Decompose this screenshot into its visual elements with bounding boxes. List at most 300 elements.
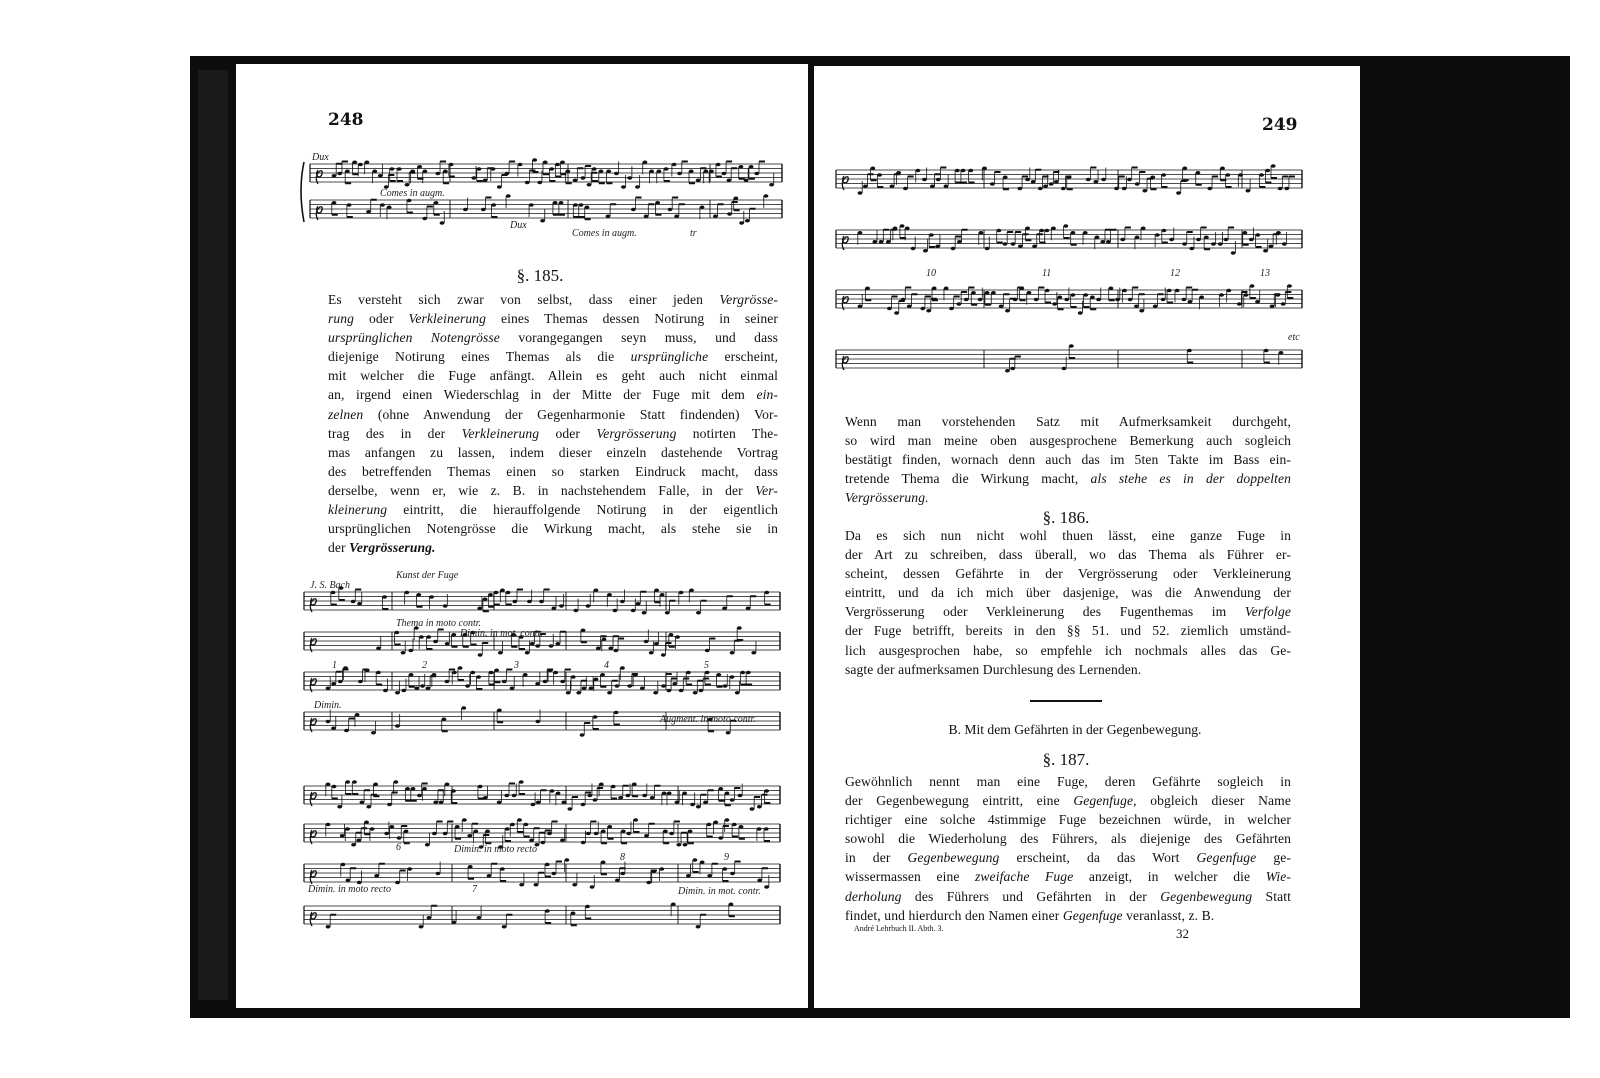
note-head bbox=[703, 800, 708, 804]
bold-italic-term: Vergrösserung. bbox=[349, 540, 436, 556]
note-head bbox=[1049, 182, 1054, 186]
score-label: 6 bbox=[396, 842, 401, 853]
note-head bbox=[732, 823, 737, 827]
note-head bbox=[707, 874, 712, 878]
note-head bbox=[326, 823, 331, 827]
note-head bbox=[621, 829, 626, 833]
italic-term: Gegenbewegung bbox=[907, 850, 1000, 866]
note-head bbox=[749, 165, 754, 169]
music-score-bottom-left bbox=[304, 766, 786, 936]
note-head bbox=[579, 203, 584, 207]
note-head bbox=[560, 160, 565, 164]
note-head bbox=[341, 863, 346, 867]
text-line: eintritt, und da ich mich über dasjenige, was die Anwendung der bbox=[845, 585, 1291, 601]
note-head bbox=[332, 201, 337, 205]
note-head bbox=[699, 689, 704, 693]
text-line: Es versteht sich zwar von selbst, dass einer jeden Vergrösse- bbox=[328, 292, 778, 307]
note-head bbox=[662, 791, 667, 795]
note-head bbox=[351, 600, 356, 604]
note-head bbox=[667, 791, 672, 795]
note-head bbox=[1038, 187, 1043, 191]
note-head bbox=[705, 671, 710, 675]
note-head bbox=[425, 686, 430, 690]
note-head bbox=[1263, 249, 1268, 253]
note-head bbox=[426, 635, 431, 639]
note-head bbox=[427, 916, 432, 920]
note-head bbox=[944, 184, 949, 188]
note-head bbox=[1226, 289, 1231, 293]
signature-mark: 32 bbox=[1176, 926, 1189, 941]
note-head bbox=[411, 787, 416, 791]
note-head bbox=[1275, 293, 1280, 297]
note-head bbox=[1244, 293, 1249, 297]
note-head bbox=[432, 673, 437, 677]
score-label: Augment. in moto contr. bbox=[660, 714, 756, 725]
note-head bbox=[567, 807, 572, 811]
italic-term: Vergrösserung. bbox=[845, 490, 929, 506]
note-head bbox=[590, 885, 595, 889]
note-head bbox=[358, 680, 363, 684]
note-head bbox=[1034, 298, 1039, 302]
note-head bbox=[700, 205, 705, 209]
note-head bbox=[387, 205, 392, 209]
note-head bbox=[923, 249, 928, 253]
note-head bbox=[863, 184, 868, 188]
note-head bbox=[414, 686, 419, 690]
note-head bbox=[746, 606, 751, 610]
text-line: so wird man meine oben ausgesprochene Bemerkung auch sogleich bbox=[845, 433, 1291, 449]
note-head bbox=[523, 823, 528, 827]
note-head bbox=[517, 818, 522, 822]
note-head bbox=[326, 782, 331, 786]
note-head bbox=[587, 794, 592, 798]
note-head bbox=[872, 240, 877, 244]
note-head bbox=[971, 291, 976, 295]
note-head bbox=[416, 593, 421, 597]
note-head bbox=[627, 684, 632, 688]
note-head bbox=[1064, 298, 1069, 302]
note-head bbox=[332, 174, 337, 178]
note-head bbox=[620, 600, 625, 604]
note-head bbox=[452, 671, 457, 675]
note-head bbox=[916, 169, 921, 173]
note-head bbox=[545, 909, 550, 913]
note-head bbox=[594, 677, 599, 681]
note-head bbox=[1027, 291, 1032, 295]
note-head bbox=[1167, 289, 1172, 293]
note-head bbox=[491, 167, 496, 171]
note-head bbox=[393, 780, 398, 784]
note-head bbox=[463, 208, 468, 212]
note-head bbox=[1161, 298, 1166, 302]
note-head bbox=[999, 304, 1004, 308]
note-head bbox=[675, 635, 680, 639]
note-head bbox=[331, 726, 336, 730]
note-head bbox=[409, 673, 414, 677]
note-head bbox=[745, 219, 750, 223]
note-head bbox=[383, 689, 388, 693]
note-head bbox=[443, 604, 448, 608]
note-head bbox=[671, 902, 676, 906]
note-head bbox=[901, 298, 906, 302]
note-head bbox=[442, 717, 447, 721]
note-head bbox=[1127, 178, 1132, 182]
text-line: Wenn man vorstehenden Satz mit Aufmerksamkeit durchgeht, bbox=[845, 414, 1291, 429]
note-head bbox=[373, 782, 378, 786]
music-staff bbox=[836, 224, 1302, 255]
note-head bbox=[730, 798, 735, 802]
paragraph-186 bbox=[845, 526, 1291, 679]
page-number-left: 248 bbox=[328, 110, 364, 130]
score-label: Dimin. in mot. contr. bbox=[460, 628, 543, 639]
score-label: Dux bbox=[312, 152, 329, 163]
note-head bbox=[751, 651, 756, 655]
score-label: etc bbox=[1288, 332, 1300, 343]
note-head bbox=[585, 205, 590, 209]
note-head bbox=[757, 805, 762, 809]
note-head bbox=[535, 682, 540, 686]
note-head bbox=[607, 825, 612, 829]
note-head bbox=[540, 841, 545, 845]
note-head bbox=[473, 829, 478, 833]
note-head bbox=[900, 224, 905, 228]
note-head bbox=[674, 214, 679, 218]
note-head bbox=[425, 843, 430, 847]
note-head bbox=[730, 675, 735, 679]
note-head bbox=[1278, 187, 1283, 191]
note-head bbox=[343, 666, 348, 670]
note-head bbox=[549, 644, 554, 648]
note-head bbox=[654, 642, 659, 646]
note-head bbox=[436, 872, 441, 876]
note-head bbox=[401, 651, 406, 655]
note-head bbox=[534, 883, 539, 887]
note-head bbox=[936, 178, 941, 182]
note-head bbox=[672, 682, 677, 686]
note-head bbox=[1003, 175, 1008, 179]
score-label: Thema in moto contr. bbox=[396, 618, 481, 629]
note-head bbox=[979, 231, 984, 235]
note-head bbox=[1225, 173, 1230, 177]
note-head bbox=[506, 194, 511, 198]
note-head bbox=[985, 247, 990, 251]
note-head bbox=[556, 791, 561, 795]
note-head bbox=[505, 172, 510, 176]
note-head bbox=[1134, 304, 1139, 308]
note-head bbox=[1255, 233, 1260, 237]
note-head bbox=[1135, 235, 1140, 239]
italic-term: kleinerung bbox=[328, 502, 388, 518]
note-head bbox=[525, 651, 530, 655]
italic-term: Vergrösserung bbox=[596, 425, 677, 441]
score-label: Kunst der Fuge bbox=[396, 570, 459, 581]
note-head bbox=[1250, 284, 1255, 288]
note-head bbox=[636, 602, 641, 606]
note-head bbox=[726, 731, 731, 735]
note-head bbox=[1175, 289, 1180, 293]
note-head bbox=[365, 668, 370, 672]
note-head bbox=[1045, 289, 1050, 293]
note-head bbox=[644, 214, 649, 218]
note-head bbox=[580, 733, 585, 737]
note-head bbox=[666, 689, 671, 693]
music-staff bbox=[304, 780, 780, 811]
note-head bbox=[655, 201, 660, 205]
note-head bbox=[529, 838, 534, 842]
italic-term: rung bbox=[328, 311, 355, 327]
note-head bbox=[1122, 187, 1127, 191]
note-head bbox=[1108, 286, 1113, 290]
note-head bbox=[896, 171, 901, 175]
note-head bbox=[483, 597, 488, 601]
note-head bbox=[675, 800, 680, 804]
note-head bbox=[764, 827, 769, 831]
note-head bbox=[614, 172, 619, 176]
note-head bbox=[1282, 242, 1287, 246]
note-head bbox=[599, 169, 604, 173]
note-head bbox=[676, 843, 681, 847]
note-head bbox=[360, 800, 365, 804]
score-label: 7 bbox=[472, 884, 477, 895]
note-head bbox=[957, 240, 962, 244]
note-head bbox=[997, 229, 1002, 233]
note-head bbox=[1279, 351, 1284, 355]
note-head bbox=[530, 642, 535, 646]
text-line: diejenige Notirung eines Themas als die ursprüngliche erscheint, bbox=[328, 349, 778, 365]
note-head bbox=[410, 169, 415, 173]
note-head bbox=[1264, 349, 1269, 353]
text-line: richtiger eine solche 4stimmige Fuge bezeichnen würde, in welcher bbox=[845, 812, 1291, 828]
note-head bbox=[740, 671, 745, 675]
note-head bbox=[487, 874, 492, 878]
note-head bbox=[331, 682, 336, 686]
text-line: derselbe, wenn er, wie z. B. in nachstehendem Falle, in der Ver- bbox=[328, 482, 778, 498]
note-head bbox=[1067, 175, 1072, 179]
note-head bbox=[1281, 302, 1286, 306]
note-head bbox=[560, 838, 565, 842]
text-line: der Fuge betrifft, bereits in den §§ 51. und 52. ziemlich umständ- bbox=[845, 623, 1291, 639]
note-head bbox=[338, 680, 343, 684]
note-head bbox=[476, 675, 481, 679]
note-head bbox=[1211, 242, 1216, 246]
note-head bbox=[443, 832, 448, 836]
italic-term: Verkleinerung bbox=[461, 425, 540, 441]
note-head bbox=[537, 181, 542, 185]
note-head bbox=[746, 671, 751, 675]
note-head bbox=[540, 219, 545, 223]
note-head bbox=[887, 307, 892, 311]
note-head bbox=[543, 680, 548, 684]
note-head bbox=[1284, 187, 1289, 191]
note-head bbox=[865, 286, 870, 290]
note-head bbox=[949, 307, 954, 311]
note-head bbox=[581, 628, 586, 632]
note-head bbox=[730, 872, 735, 876]
note-head bbox=[1249, 238, 1254, 242]
note-head bbox=[724, 818, 729, 822]
note-head bbox=[620, 872, 625, 876]
note-head bbox=[991, 291, 996, 295]
note-head bbox=[613, 609, 618, 613]
score-label: Dimin. in moto recto bbox=[308, 884, 391, 895]
note-head bbox=[631, 208, 636, 212]
italic-term: Gegenfuge bbox=[1073, 793, 1134, 809]
note-head bbox=[893, 226, 898, 230]
note-head bbox=[1139, 309, 1144, 313]
note-head bbox=[626, 832, 631, 836]
note-head bbox=[433, 800, 438, 804]
note-head bbox=[573, 178, 578, 182]
note-head bbox=[1078, 311, 1083, 315]
score-label: 12 bbox=[1170, 268, 1180, 279]
note-head bbox=[722, 867, 727, 871]
note-head bbox=[395, 691, 400, 695]
note-head bbox=[407, 867, 412, 871]
note-head bbox=[1095, 235, 1100, 239]
note-head bbox=[964, 298, 969, 302]
note-head bbox=[581, 803, 586, 807]
note-head bbox=[352, 160, 357, 164]
note-head bbox=[944, 286, 949, 290]
note-head bbox=[737, 626, 742, 630]
note-head bbox=[326, 720, 331, 724]
note-head bbox=[730, 651, 735, 655]
note-head bbox=[485, 829, 490, 833]
note-head bbox=[535, 720, 540, 724]
note-head bbox=[340, 834, 345, 838]
note-head bbox=[858, 231, 863, 235]
note-head bbox=[419, 635, 424, 639]
note-head bbox=[1090, 295, 1095, 299]
text-line: kleinerung eintritt, die hierauffolgende Notirung in der eigentlich bbox=[328, 502, 778, 518]
note-head bbox=[561, 800, 566, 804]
note-head bbox=[462, 818, 467, 822]
note-head bbox=[689, 588, 694, 592]
note-head bbox=[1061, 187, 1066, 191]
note-head bbox=[682, 791, 687, 795]
note-head bbox=[615, 878, 620, 882]
note-head bbox=[683, 843, 688, 847]
note-head bbox=[665, 611, 670, 615]
note-head bbox=[713, 820, 718, 824]
note-head bbox=[337, 805, 342, 809]
note-head bbox=[606, 214, 611, 218]
note-head bbox=[502, 925, 507, 929]
music-staff bbox=[304, 902, 780, 928]
page-number-right: 249 bbox=[1262, 115, 1298, 135]
text-line: derholung des Führers und Gefährten in der Gegenbewegung Statt bbox=[845, 888, 1291, 904]
note-head bbox=[572, 883, 577, 887]
note-head bbox=[451, 789, 456, 793]
score-label: Comes in augm. bbox=[380, 188, 445, 199]
note-head bbox=[1100, 240, 1105, 244]
note-head bbox=[1207, 187, 1212, 191]
note-head bbox=[1083, 231, 1088, 235]
note-head bbox=[593, 798, 598, 802]
score-label: Dimin. bbox=[314, 700, 342, 711]
note-head bbox=[608, 646, 613, 650]
note-head bbox=[696, 925, 701, 929]
note-head bbox=[1269, 244, 1274, 248]
note-head bbox=[1287, 284, 1292, 288]
italic-term: als stehe es in der doppelten bbox=[1090, 471, 1291, 487]
note-head bbox=[725, 791, 730, 795]
text-line: findet, und hierdurch den Namen einer Gegenfuge veranlasst, z. B. bbox=[845, 907, 1215, 923]
note-head bbox=[615, 684, 620, 688]
note-head bbox=[642, 794, 647, 798]
note-head bbox=[764, 194, 769, 198]
note-head bbox=[1150, 175, 1155, 179]
note-head bbox=[397, 836, 402, 840]
note-head bbox=[627, 176, 632, 180]
note-head bbox=[422, 217, 427, 221]
note-head bbox=[968, 169, 973, 173]
italic-term: zelnen bbox=[328, 406, 364, 422]
note-head bbox=[527, 600, 532, 604]
note-head bbox=[576, 691, 581, 695]
note-head bbox=[1128, 298, 1133, 302]
text-line bbox=[845, 488, 1291, 507]
note-head bbox=[1141, 226, 1146, 230]
note-head bbox=[607, 691, 612, 695]
note-head bbox=[631, 609, 636, 613]
note-head bbox=[693, 858, 698, 862]
note-head bbox=[877, 173, 882, 177]
text-line: mit welcher die Fuge anfängt. Allein es geht auch nicht einmal bbox=[328, 368, 778, 384]
note-head bbox=[1161, 173, 1166, 177]
page-footer-imprint: André Lehrbuch II. Abth. 3. bbox=[854, 924, 944, 933]
note-head bbox=[405, 183, 410, 187]
note-head bbox=[347, 203, 352, 207]
text-line: zelnen (ohne Anwendung der Gegenharmonie Statt findenden) Vor- bbox=[328, 406, 778, 422]
note-head bbox=[543, 160, 548, 164]
italic-term: Ver- bbox=[755, 482, 778, 498]
note-head bbox=[1204, 235, 1209, 239]
note-head bbox=[548, 668, 553, 672]
text-line: ursprünglichen Notengrösse die Wirkung macht, als stehe sie in bbox=[328, 521, 778, 537]
note-head bbox=[1276, 231, 1281, 235]
note-head bbox=[911, 247, 916, 251]
note-head bbox=[696, 178, 701, 182]
music-score-bach-example bbox=[304, 566, 786, 746]
note-head bbox=[1122, 289, 1127, 293]
note-head bbox=[586, 832, 591, 836]
text-line: der Art zu schreiben, dass überall, wo das Thema als Führer er- bbox=[845, 547, 1291, 563]
note-head bbox=[599, 782, 604, 786]
note-head bbox=[654, 588, 659, 592]
note-head bbox=[620, 666, 625, 670]
italic-term: zweifache Fuge bbox=[975, 869, 1074, 885]
note-head bbox=[932, 286, 937, 290]
note-head bbox=[750, 807, 755, 811]
note-head bbox=[345, 827, 350, 831]
note-head bbox=[408, 649, 413, 653]
note-head bbox=[445, 642, 450, 646]
note-head bbox=[1010, 367, 1015, 371]
note-head bbox=[649, 651, 654, 655]
note-head bbox=[1270, 304, 1275, 308]
note-head bbox=[739, 825, 744, 829]
note-head bbox=[1045, 229, 1050, 233]
note-head bbox=[922, 178, 927, 182]
italic-term: Vergrösse- bbox=[719, 292, 778, 307]
note-head bbox=[434, 201, 439, 205]
note-head bbox=[1043, 184, 1048, 188]
note-head bbox=[536, 800, 541, 804]
note-head bbox=[571, 675, 576, 679]
text-line: trag des in der Verkleinerung oder Vergrösserung notirten The- bbox=[328, 425, 778, 441]
note-head bbox=[716, 673, 721, 677]
